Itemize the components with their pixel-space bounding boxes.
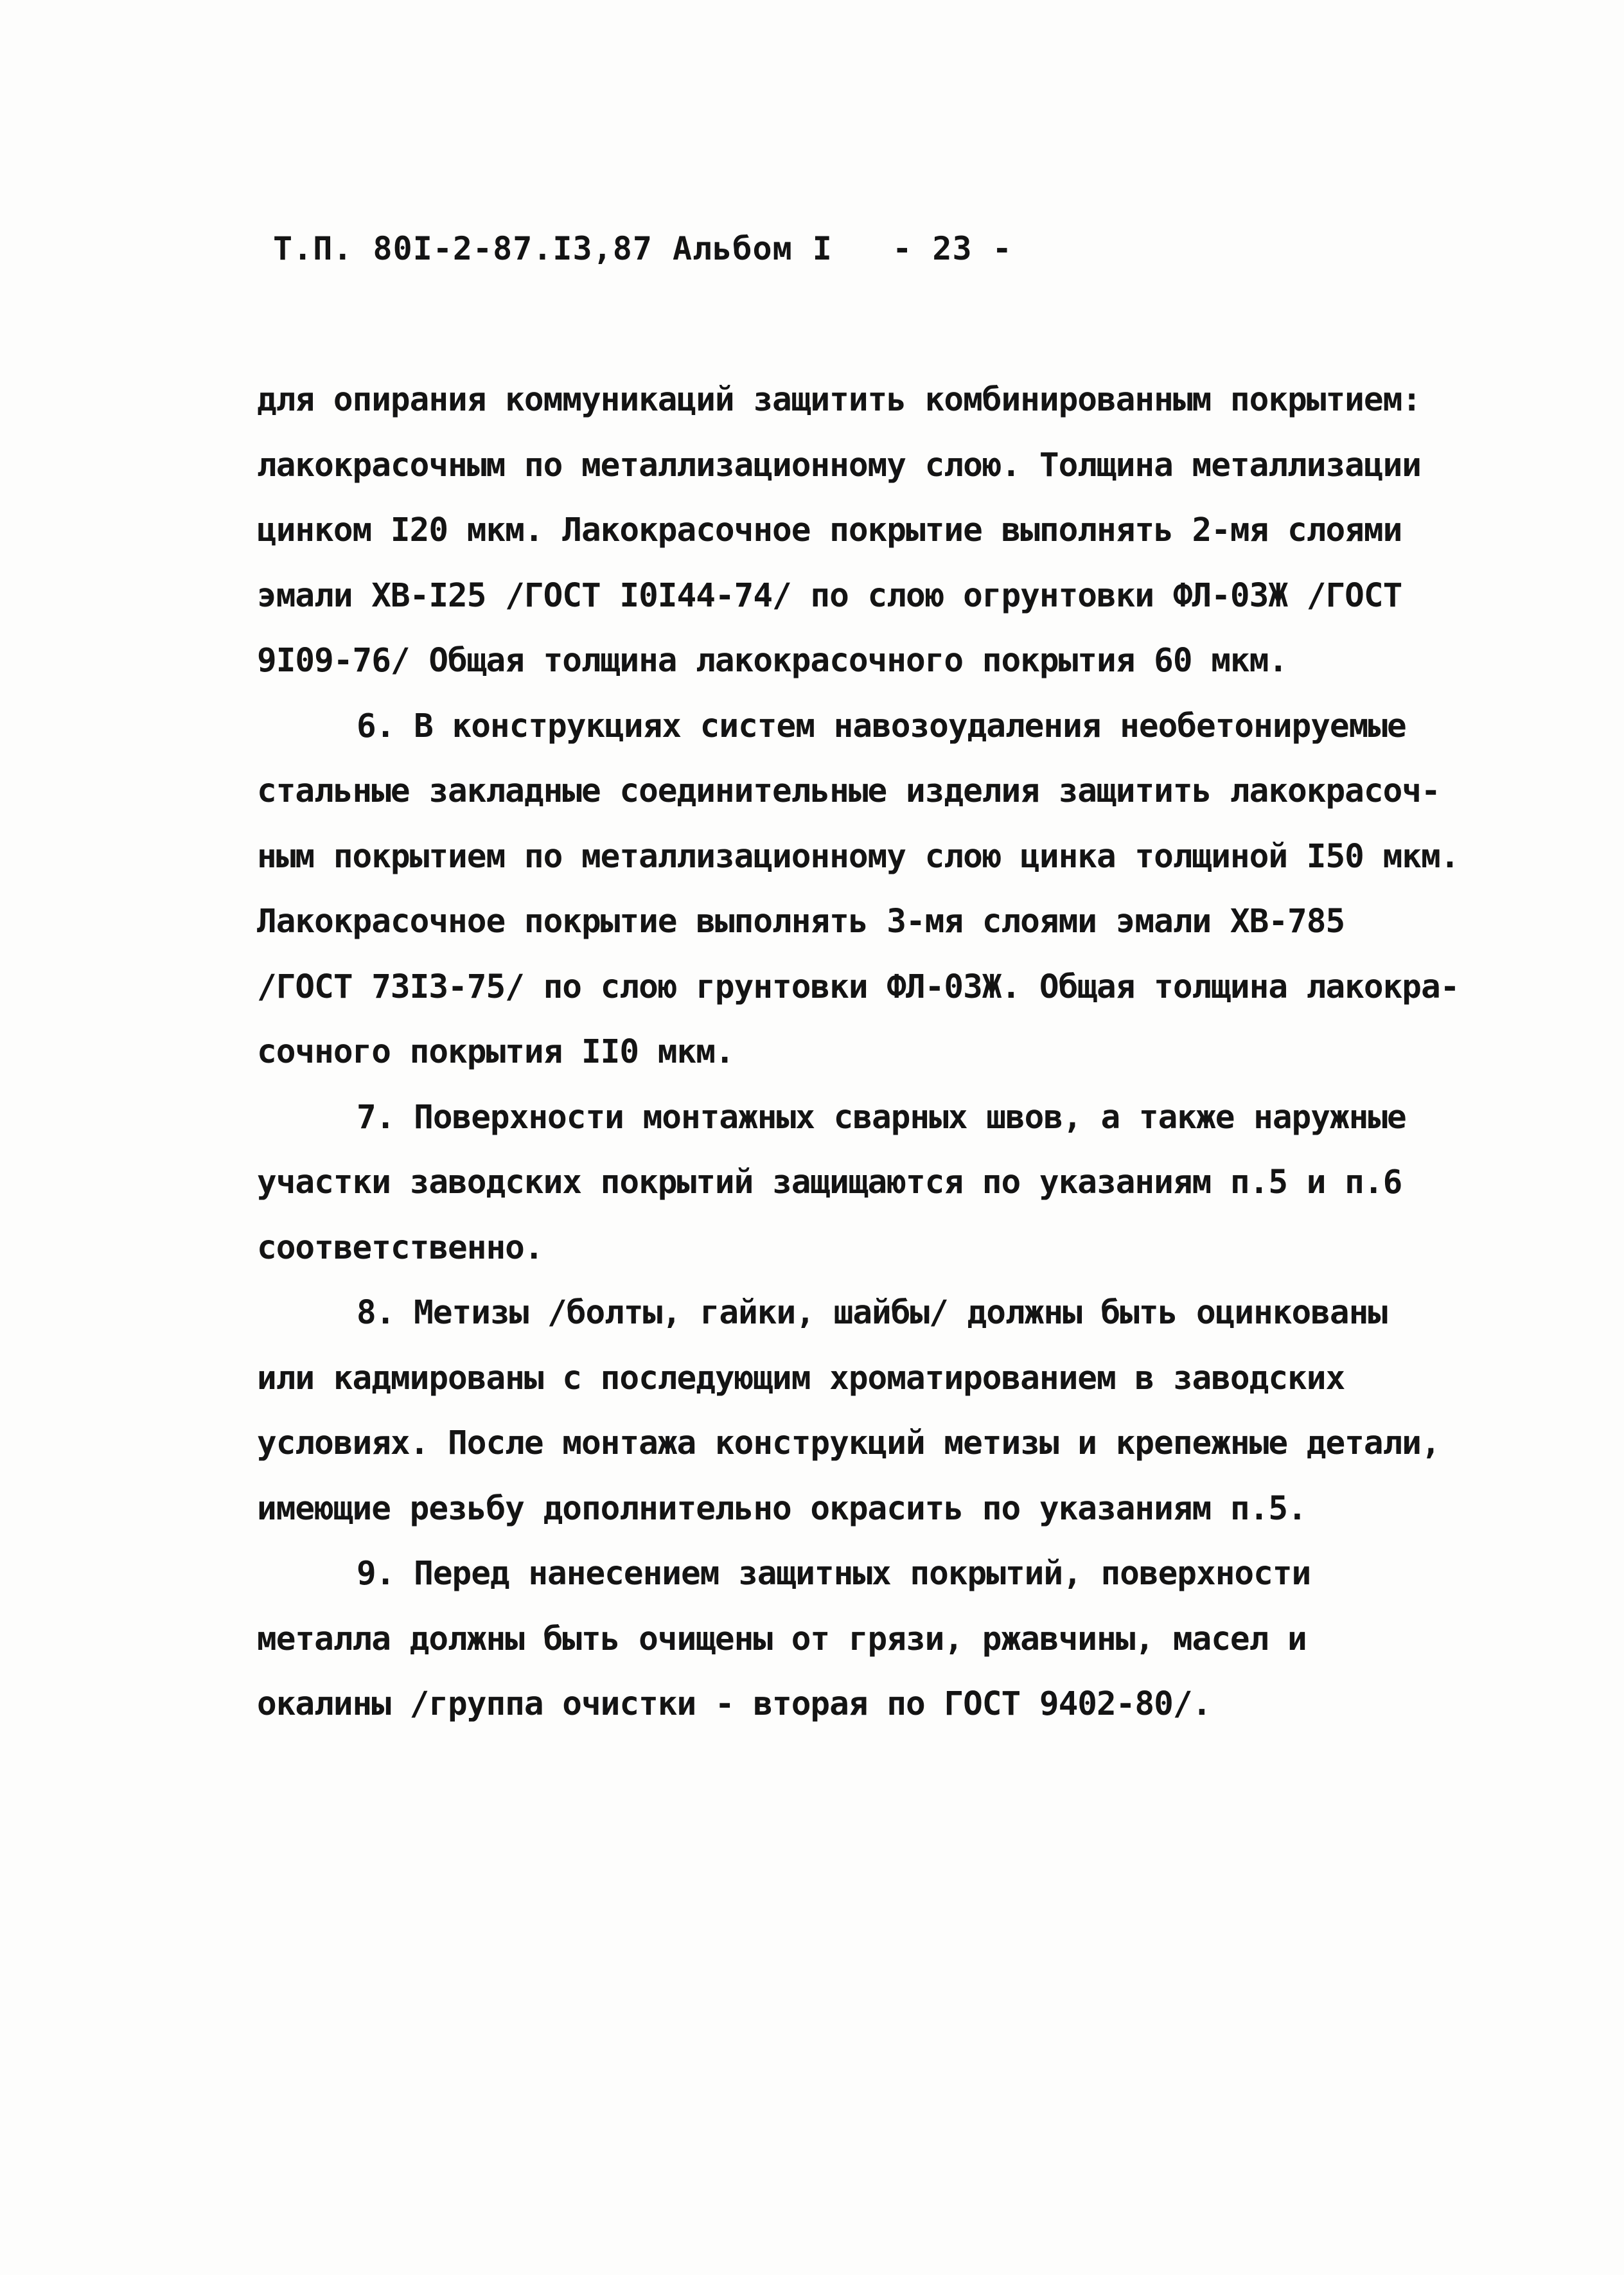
text-line: металла должны быть очищены от грязи, ржавчины, масел и (257, 1620, 1307, 1658)
paragraph-7-start: 7. Поверхности монтажных сварных швов, а также наружные (357, 1098, 1406, 1137)
text-line: цинком I20 мкм. Лакокрасочное покрытие выполнять 2-мя слоями (257, 511, 1402, 549)
page-header (273, 230, 1012, 267)
text-line: соответственно. (257, 1228, 543, 1267)
body-text (257, 367, 1555, 1737)
text-line: сочного покрытия II0 мкм. (257, 1033, 734, 1071)
text-line: 9I09-76/ Общая толщина лакокрасочного покрытия 60 мкм. (257, 642, 1288, 680)
document-reference: Т.П. 80I-2-87.I3,87 Альбом I (273, 230, 833, 267)
text-line: Лакокрасочное покрытие выполнять 3-мя слоями эмали ХВ-785 (257, 903, 1345, 941)
page-number: - 23 - (892, 230, 1012, 267)
text-line: имеющие резьбу дополнительно окрасить по указаниям п.5. (257, 1489, 1307, 1528)
text-line: или кадмированы с последующим хроматированием в заводских (257, 1359, 1345, 1397)
paragraph-8-start: 8. Метизы /болты, гайки, шайбы/ должны быть оцинкованы (357, 1294, 1388, 1332)
text-line: эмали ХВ-I25 /ГОСТ I0I44-74/ по слою огрунтовки ФЛ-03Ж /ГОСТ (257, 576, 1402, 615)
paragraph-9-start: 9. Перед нанесением защитных покрытий, поверхности (357, 1555, 1311, 1593)
text-line: условиях. После монтажа конструкций метизы и крепежные детали, (257, 1424, 1440, 1462)
text-line: участки заводских покрытий защищаются по указаниям п.5 и п.6 (257, 1164, 1402, 1201)
text-line: для опирания коммуникаций защитить комбинированным покрытием: (257, 381, 1421, 419)
text-line: окалины /группа очистки - вторая по ГОСТ 9402-80/. (257, 1685, 1212, 1723)
paragraph-6-start: 6. В конструкциях систем навозоудаления необетонируемые (357, 707, 1406, 745)
text-line: стальные закладные соединительные изделия защитить лакокрасоч- (257, 772, 1440, 810)
text-line: ным покрытием по металлизационному слою цинка толщиной I50 мкм. (257, 837, 1460, 876)
text-line: лакокрасочным по металлизационному слою. Толщина металлизации (257, 446, 1421, 484)
text-line: /ГОСТ 73I3-75/ по слою грунтовки ФЛ-03Ж. Общая толщина лакокра- (257, 968, 1460, 1006)
